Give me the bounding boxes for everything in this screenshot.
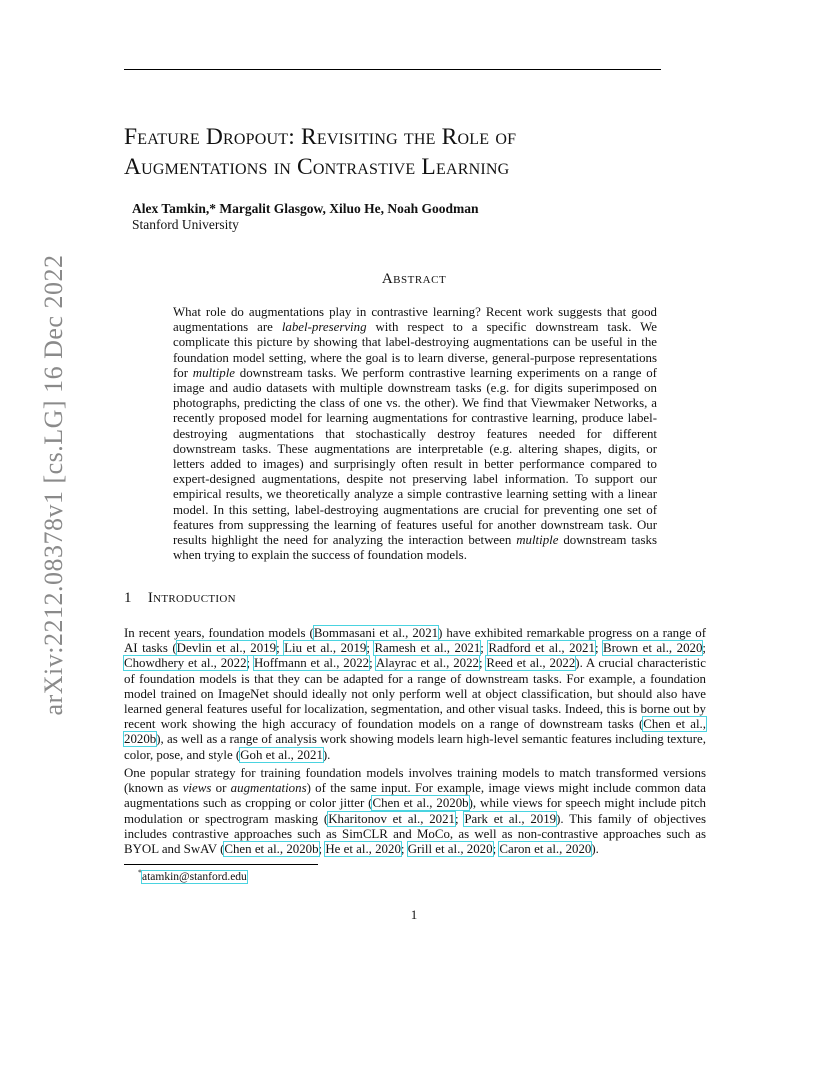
citation-link[interactable]: Alayrac et al., 2022 bbox=[375, 656, 479, 671]
citation-link[interactable]: Kharitonov et al., 2021 bbox=[328, 811, 456, 826]
citation-link[interactable]: He et al., 2020 bbox=[325, 842, 401, 857]
citation-link[interactable]: Chen et al., 2020b bbox=[372, 796, 469, 811]
authors: Alex Tamkin,* Margalit Glasgow, Xiluo He, Noah Goodman bbox=[132, 201, 479, 216]
footnote bbox=[138, 868, 247, 883]
footnote-marker: * bbox=[138, 868, 142, 877]
citation-link[interactable]: Caron et al., 2020 bbox=[499, 842, 592, 857]
paper-title bbox=[124, 122, 684, 182]
email-link[interactable]: atamkin@stanford.edu bbox=[142, 870, 247, 883]
citation-link[interactable]: Brown et al., 2020 bbox=[603, 641, 703, 656]
title-line-1: Feature Dropout: Revisiting the Role of bbox=[124, 124, 517, 150]
abstract-heading: Abstract bbox=[381, 271, 447, 287]
citation-link[interactable]: Goh et al., 2021 bbox=[240, 747, 323, 762]
intro-paragraph-1: In recent years, foundation models (Bommasani et al., 2021) have exhibited remarkable progress on a range of AI tasks (Devlin et al., 2019; Liu et al., 2019; Ramesh et al., 2021; Radford et al., 2021; Brown et al., 2020; Chowdhery et al., 2022; Hoffmann et al., 2022; Alayrac et al., 2022; Reed et al., 2022). A crucial characteristic of foundation models is that they can be adapted for a range of downstream tasks. For example, a foundation model trained on ImageNet should ideally not only perform well at object classification, but should also have learned general features useful for localization, segmentation, and other visual tasks. Indeed, this is borne out by recent work showing the high accuracy of foundation models on a range of downstream tasks (Chen et al., 2020b), as well as a range of analysis work showing models learn high-level semantic features including texture, color, pose, and style (Goh et al., 2021). bbox=[124, 626, 707, 762]
citation-link[interactable]: Bommasani et al., 2021 bbox=[313, 626, 439, 640]
citation-link[interactable]: Park et al., 2019 bbox=[464, 811, 557, 826]
citation-link[interactable]: Radford et al., 2021 bbox=[488, 641, 595, 656]
intro-paragraph-2: One popular strategy for training foundation models involves training models to match transformed versions (known as views or augmentations) of the same input. For example, image views might include common data augmentations such as cropping or color jitter (Chen et al., 2020b), while views for speech might include pitch modulation or spectrogram masking (Kharitonov et al., 2021; Park et al., 2019). This family of objectives includes contrastive approaches such as SimCLR and MoCo, as well as non-contrastive approaches such as BYOL and SwAV (Chen et al., 2020b; He et al., 2020; Grill et al., 2020; Caron et al., 2020). bbox=[124, 766, 707, 857]
citation-link[interactable]: Ramesh et al., 2021 bbox=[374, 641, 481, 656]
abstract-body: What role do augmentations play in contrastive learning? Recent work suggests that good augmentations are label-preserving with respect to a specific downstream task. We complicate this picture by showing that label-destroying augmentations can be useful in the foundation model setting, where the goal is to learn diverse, general-purpose representations for multiple downstream tasks. We perform contrastive learning experiments on a range of image and audio datasets with multiple downstream tasks (e.g. for digits superimposed on photographs, predicting the class of one vs. the other). We find that Viewmaker Networks, a recently proposed model for learning augmentations for contrastive learning, produce label-destroying augmentations that stochastically destroy features needed for different downstream tasks. These augmentations are interpretable (e.g. altering shapes, digits, or letters added to images) and surprisingly often result in better performance compared to expert-designed augmentations, despite not preserving label information. To support our empirical results, we theoretically analyze a simple contrastive learning setting with a linear model. In this setting, label-destroying augmentations are crucial for preventing one set of features from suppressing the learning of features useful for another downstream task. Our results highlight the need for analyzing the interaction between multiple downstream tasks when trying to explain the success of foundation models. bbox=[173, 305, 658, 563]
affiliation: Stanford University bbox=[132, 217, 239, 232]
citation-link[interactable]: Liu et al., 2019 bbox=[284, 641, 367, 656]
footnote-rule bbox=[124, 864, 318, 865]
citation-link[interactable]: Hoffmann et al., 2022 bbox=[253, 656, 370, 671]
section-number: 1 bbox=[124, 590, 132, 606]
citation-link[interactable]: Reed et al., 2022 bbox=[486, 656, 576, 671]
citation-link[interactable]: Chen et al., 2020b bbox=[124, 717, 706, 747]
citation-link[interactable]: Chen et al., 2020b bbox=[224, 842, 319, 857]
citation-link[interactable]: Grill et al., 2020 bbox=[407, 842, 493, 857]
title-line-2: Augmentations in Contrastive Learning bbox=[124, 154, 510, 180]
title-rule bbox=[124, 69, 661, 70]
citation-link[interactable]: Devlin et al., 2019 bbox=[176, 641, 277, 656]
citation-link[interactable]: Chowdhery et al., 2022 bbox=[124, 656, 247, 671]
arxiv-stamp: arXiv:2212.08378v1 [cs.LG] 16 Dec 2022 bbox=[39, 254, 68, 716]
page-number: 1 bbox=[410, 907, 418, 922]
section-title: Introduction bbox=[147, 590, 236, 606]
section-heading-introduction bbox=[124, 590, 236, 607]
